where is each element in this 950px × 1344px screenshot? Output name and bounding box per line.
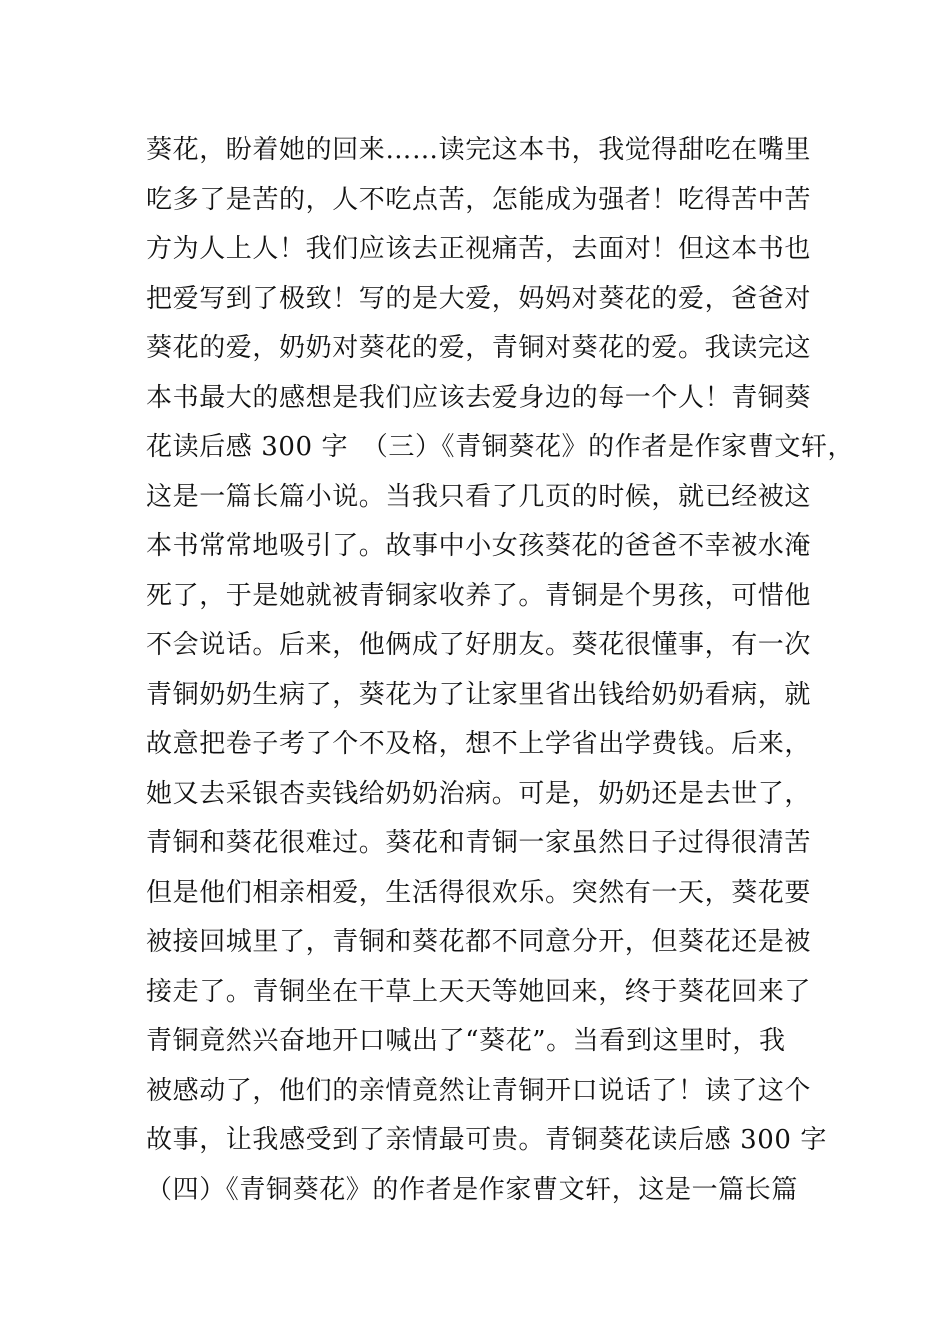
text-line: 故意把卷子考了个不及格，想不上学省出学费钱。后来， [146,729,812,759]
text-line: 吃多了是苦的，人不吃点苦，怎能成为强者！吃得苦中苦 [146,184,812,215]
body-text [146,126,855,1215]
text-line: 葵花，盼着她的回来……读完这本书，我觉得甜吃在嘴里 [146,135,812,165]
text-line: 青铜竟然兴奋地开口喊出了“葵花”。当看到这里时，我 [146,1026,786,1056]
text-line: 这是一篇长篇小说。当我只看了几页的时候，就已经被这 [146,481,812,512]
text-line: 方为人上人！我们应该去正视痛苦，去面对！但这本书也 [146,234,812,264]
text-line: 把爱写到了极致！写的是大爱，妈妈对葵花的爱，爸爸对 [146,283,812,314]
text-line: 本书最大的感想是我们应该去爱身边的每一个人！青铜葵 [146,382,812,413]
text-line: 本书常常地吸引了。故事中小女孩葵花的爸爸不幸被水淹 [146,531,812,561]
text-line: 葵花的爱，奶奶对葵花的爱，青铜对葵花的爱。我读完这 [146,333,812,363]
text-line: 她又去采银杏卖钱给奶奶治病。可是，奶奶还是去世了， [146,778,812,809]
text-line: 故事，让我感受到了亲情最可贵。青铜葵花读后感 300 字 [146,1125,827,1155]
text-line: 不会说话。后来，他俩成了好朋友。葵花很懂事，有一次 [146,630,812,660]
text-line: 接走了。青铜坐在干草上天天等她回来，终于葵花回来了 [146,976,812,1007]
text-line: 被感动了，他们的亲情竟然让青铜开口说话了！读了这个 [146,1075,812,1106]
text-line: 被接回城里了，青铜和葵花都不同意分开，但葵花还是被 [146,927,812,957]
text-line: 青铜和葵花很难过。葵花和青铜一家虽然日子过得很清苦 [146,828,812,858]
text-line: （四）《青铜葵花》的作者是作家曹文轩，这是一篇长篇 [146,1174,799,1205]
text-line: 青铜奶奶生病了，葵花为了让家里省出钱给奶奶看病，就 [146,679,812,710]
text-line: 但是他们相亲相爱，生活得很欢乐。突然有一天，葵花要 [146,877,812,908]
text-line: 死了，于是她就被青铜家收养了。青铜是个男孩，可惜他 [146,580,812,611]
text-line: 花读后感 300 字 （三）《青铜葵花》的作者是作家曹文轩， [146,432,855,462]
